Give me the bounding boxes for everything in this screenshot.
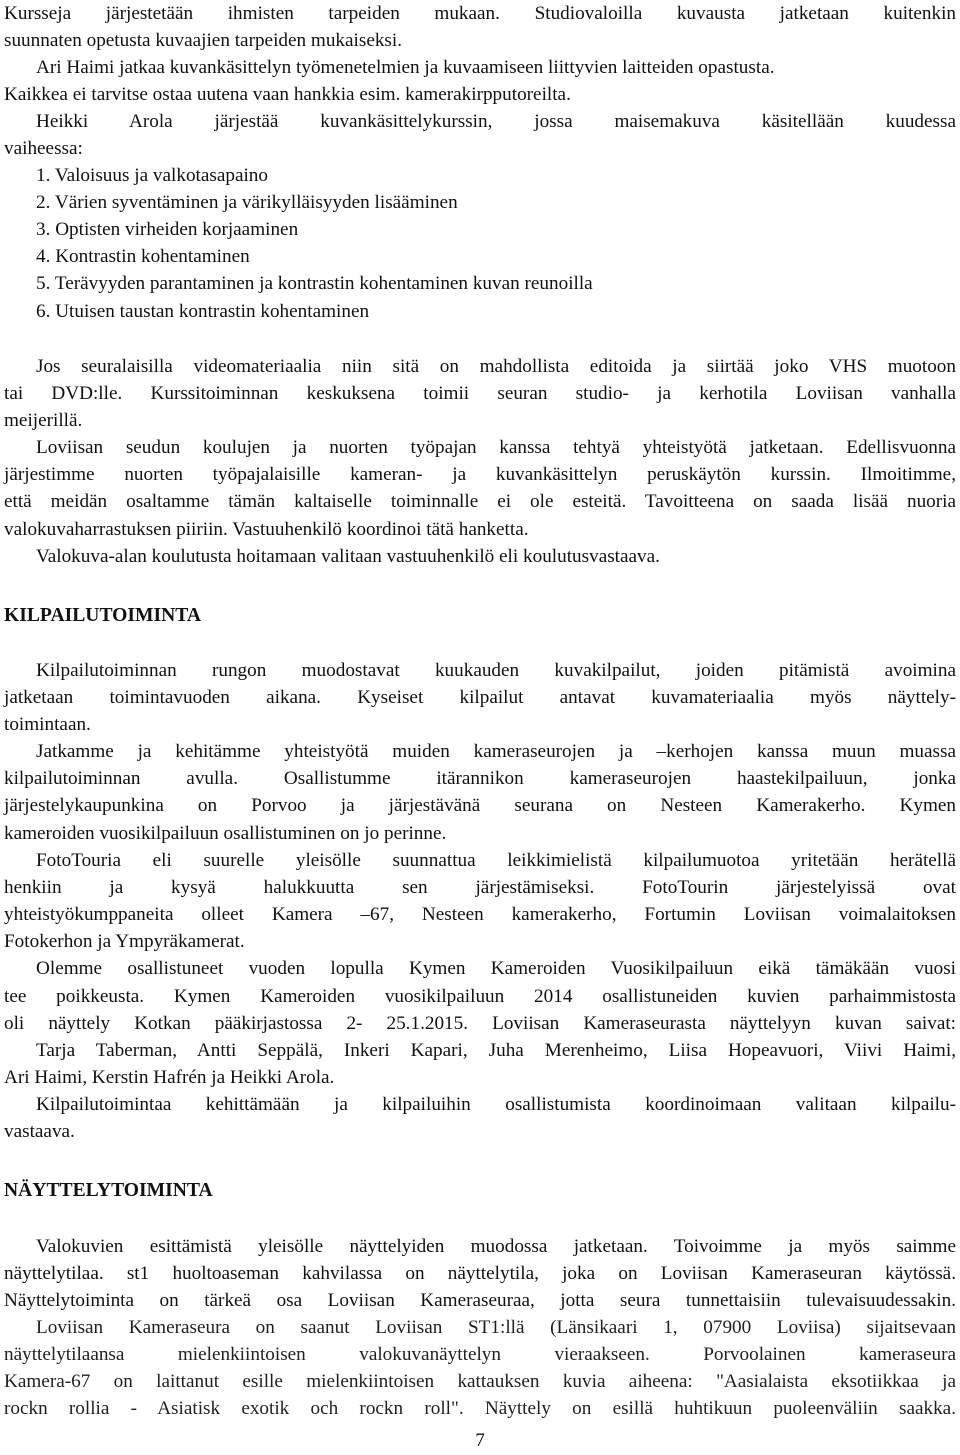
text-line: Olemme osallistuneet vuoden lopulla Kymen Kameroiden Vuosikilpailuun eikä tämäkään vuosi bbox=[36, 958, 956, 979]
text-line: Kilpailutoimintaa kehittämään ja kilpailuihin osallistumista koordinoimaan valitaan kilpailu- bbox=[36, 1094, 956, 1115]
list-item: 2. Värien syventäminen ja värikylläisyyden lisääminen bbox=[36, 192, 458, 213]
text-line: Näyttelytoiminta on tärkeä osa Loviisan Kameraseuraa, jotta seura tunnettaisiin tulevaisuudessakin. bbox=[4, 1290, 956, 1311]
text-line: vastaava. bbox=[4, 1121, 75, 1142]
text-line: suunnaten opetusta kuvaajien tarpeiden mukaiseksi. bbox=[4, 30, 403, 51]
text-line: Valokuvien esittämistä yleisölle näyttelyiden muodossa jatketaan. Toivoimme ja myös saimme bbox=[36, 1236, 956, 1257]
text-line: näyttelytilaa. st1 huoltoaseman kahvilassa on näyttelytila, joka on Loviisan Kameraseuran käytössä. bbox=[4, 1263, 956, 1284]
text-line: meijerillä. bbox=[4, 410, 83, 431]
text-line: Ari Haimi jatkaa kuvankäsittelyn työmenetelmien ja kuvaamiseen liittyvien laitteiden opastusta. bbox=[36, 57, 775, 78]
text-line: Loviisan seudun koulujen ja nuorten työpajan kanssa tehtyä yhteistyötä jatketaan. Edellisvuonna bbox=[36, 437, 956, 458]
text-line: Jatkamme ja kehitämme yhteistyötä muiden kameraseurojen ja –kerhojen kanssa muun muassa bbox=[36, 741, 956, 762]
list-item: 4. Kontrastin kohentaminen bbox=[36, 246, 250, 267]
text-line: Valokuva-alan koulutusta hoitamaan valitaan vastuuhenkilö eli koulutusvastaava. bbox=[36, 546, 660, 567]
text-line: kilpailutoiminnan avulla. Osallistumme itärannikon kameraseurojen haastekilpailuun, jonka bbox=[4, 768, 956, 789]
text-line: Jos seuralaisilla videomateriaalia niin sitä on mahdollista editoida ja siirtää joko VHS muotoon bbox=[36, 356, 956, 377]
text-line: Kamera-67 on laittanut esille mielenkiintoisen kattauksen kuvia aiheena: "Aasialaista eksotiikkaa ja bbox=[4, 1371, 956, 1392]
text-line: tee poikkeusta. Kymen Kameroiden vuosikilpailuun 2014 osallistuneiden kuvien parhaimmistosta bbox=[4, 986, 956, 1007]
text-line: toimintaan. bbox=[4, 714, 91, 735]
text-line: järjestelykaupunkina on Porvoo ja järjestävänä seurana on Nesteen Kamerakerho. Kymen bbox=[4, 795, 956, 816]
section-heading-nayttelytoiminta: NÄYTTELYTOIMINTA bbox=[4, 1180, 213, 1201]
text-line: jatketaan toimintavuoden aikana. Kyseiset kilpailut antavat kuvamateriaalia myös näyttely- bbox=[4, 687, 956, 708]
text-line: tai DVD:lle. Kurssitoiminnan keskuksena toimii seuran studio- ja kerhotila Loviisan vanhalla bbox=[4, 383, 956, 404]
text-line: henkiin ja kysyä halukkuutta sen järjestämiseksi. FotoTourin järjestelyissä ovat bbox=[4, 877, 956, 898]
text-line: vaiheessa: bbox=[4, 138, 83, 159]
text-line: Fotokerhon ja Ympyräkamerat. bbox=[4, 931, 245, 952]
text-line: oli näyttely Kotkan pääkirjastossa 2- 25.1.2015. Loviisan Kameraseurasta näyttelyyn kuvan saivat: bbox=[4, 1013, 956, 1034]
text-line: Kilpailutoiminnan rungon muodostavat kuukauden kuvakilpailut, joiden pitämistä avoimina bbox=[36, 660, 956, 681]
text-line: että meidän osaltamme tämän kaltaiselle toiminnalle ei ole esteitä. Tavoitteena on saada lisää nuoria bbox=[4, 491, 956, 512]
text-line: Ari Haimi, Kerstin Hafrén ja Heikki Arola. bbox=[4, 1067, 335, 1088]
list-item: 5. Terävyyden parantaminen ja kontrastin kohentaminen kuvan reunoilla bbox=[36, 273, 593, 294]
text-line: FotoTouria eli suurelle yleisölle suunnattua leikkimielistä kilpailumuotoa yritetään herätellä bbox=[36, 850, 956, 871]
text-line: järjestimme nuorten työpajalaisille kameran- ja kuvankäsittelyn peruskäytön kurssin. Ilmoitimme, bbox=[4, 464, 956, 485]
text-line: Tarja Taberman, Antti Seppälä, Inkeri Kapari, Juha Merenheimo, Liisa Hopeavuori, Viivi Haimi, bbox=[36, 1040, 956, 1061]
text-line: Kaikkea ei tarvitse ostaa uutena vaan hankkia esim. kamerakirpputoreilta. bbox=[4, 84, 571, 105]
text-line: Heikki Arola järjestää kuvankäsittelykurssin, jossa maisemakuva käsitellään kuudessa bbox=[36, 111, 956, 132]
text-line: rockn rollia - Asiatisk exotik och rockn roll". Näyttely on esillä huhtikuun puoleenväliin saakka. bbox=[4, 1398, 956, 1419]
text-line: yhteistyökumppaneita olleet Kamera –67, Nesteen kamerakerho, Fortumin Loviisan voimalaitoksen bbox=[4, 904, 956, 925]
text-line: kameroiden vuosikilpailuun osallistuminen on jo perinne. bbox=[4, 823, 447, 844]
list-item: 3. Optisten virheiden korjaaminen bbox=[36, 219, 299, 240]
page-number: 7 bbox=[475, 1430, 485, 1451]
section-heading-kilpailutoiminta: KILPAILUTOIMINTA bbox=[4, 605, 202, 626]
text-line: näyttelytilaansa mielenkiintoisen valokuvanäyttelyn vieraakseen. Porvoolainen kameraseura bbox=[4, 1344, 956, 1365]
text-line: Loviisan Kameraseura on saanut Loviisan ST1:llä (Länsikaari 1, 07900 Loviisa) sijaitsevaan bbox=[36, 1317, 956, 1338]
text-line: valokuvaharrastuksen piiriin. Vastuuhenkilö koordinoi tätä hanketta. bbox=[4, 519, 529, 540]
list-item: 6. Utuisen taustan kontrastin kohentaminen bbox=[36, 301, 370, 322]
list-item: 1. Valoisuus ja valkotasapaino bbox=[36, 165, 268, 186]
text-line: Kursseja järjestetään ihmisten tarpeiden mukaan. Studiovaloilla kuvausta jatketaan kuitenkin bbox=[4, 3, 956, 24]
